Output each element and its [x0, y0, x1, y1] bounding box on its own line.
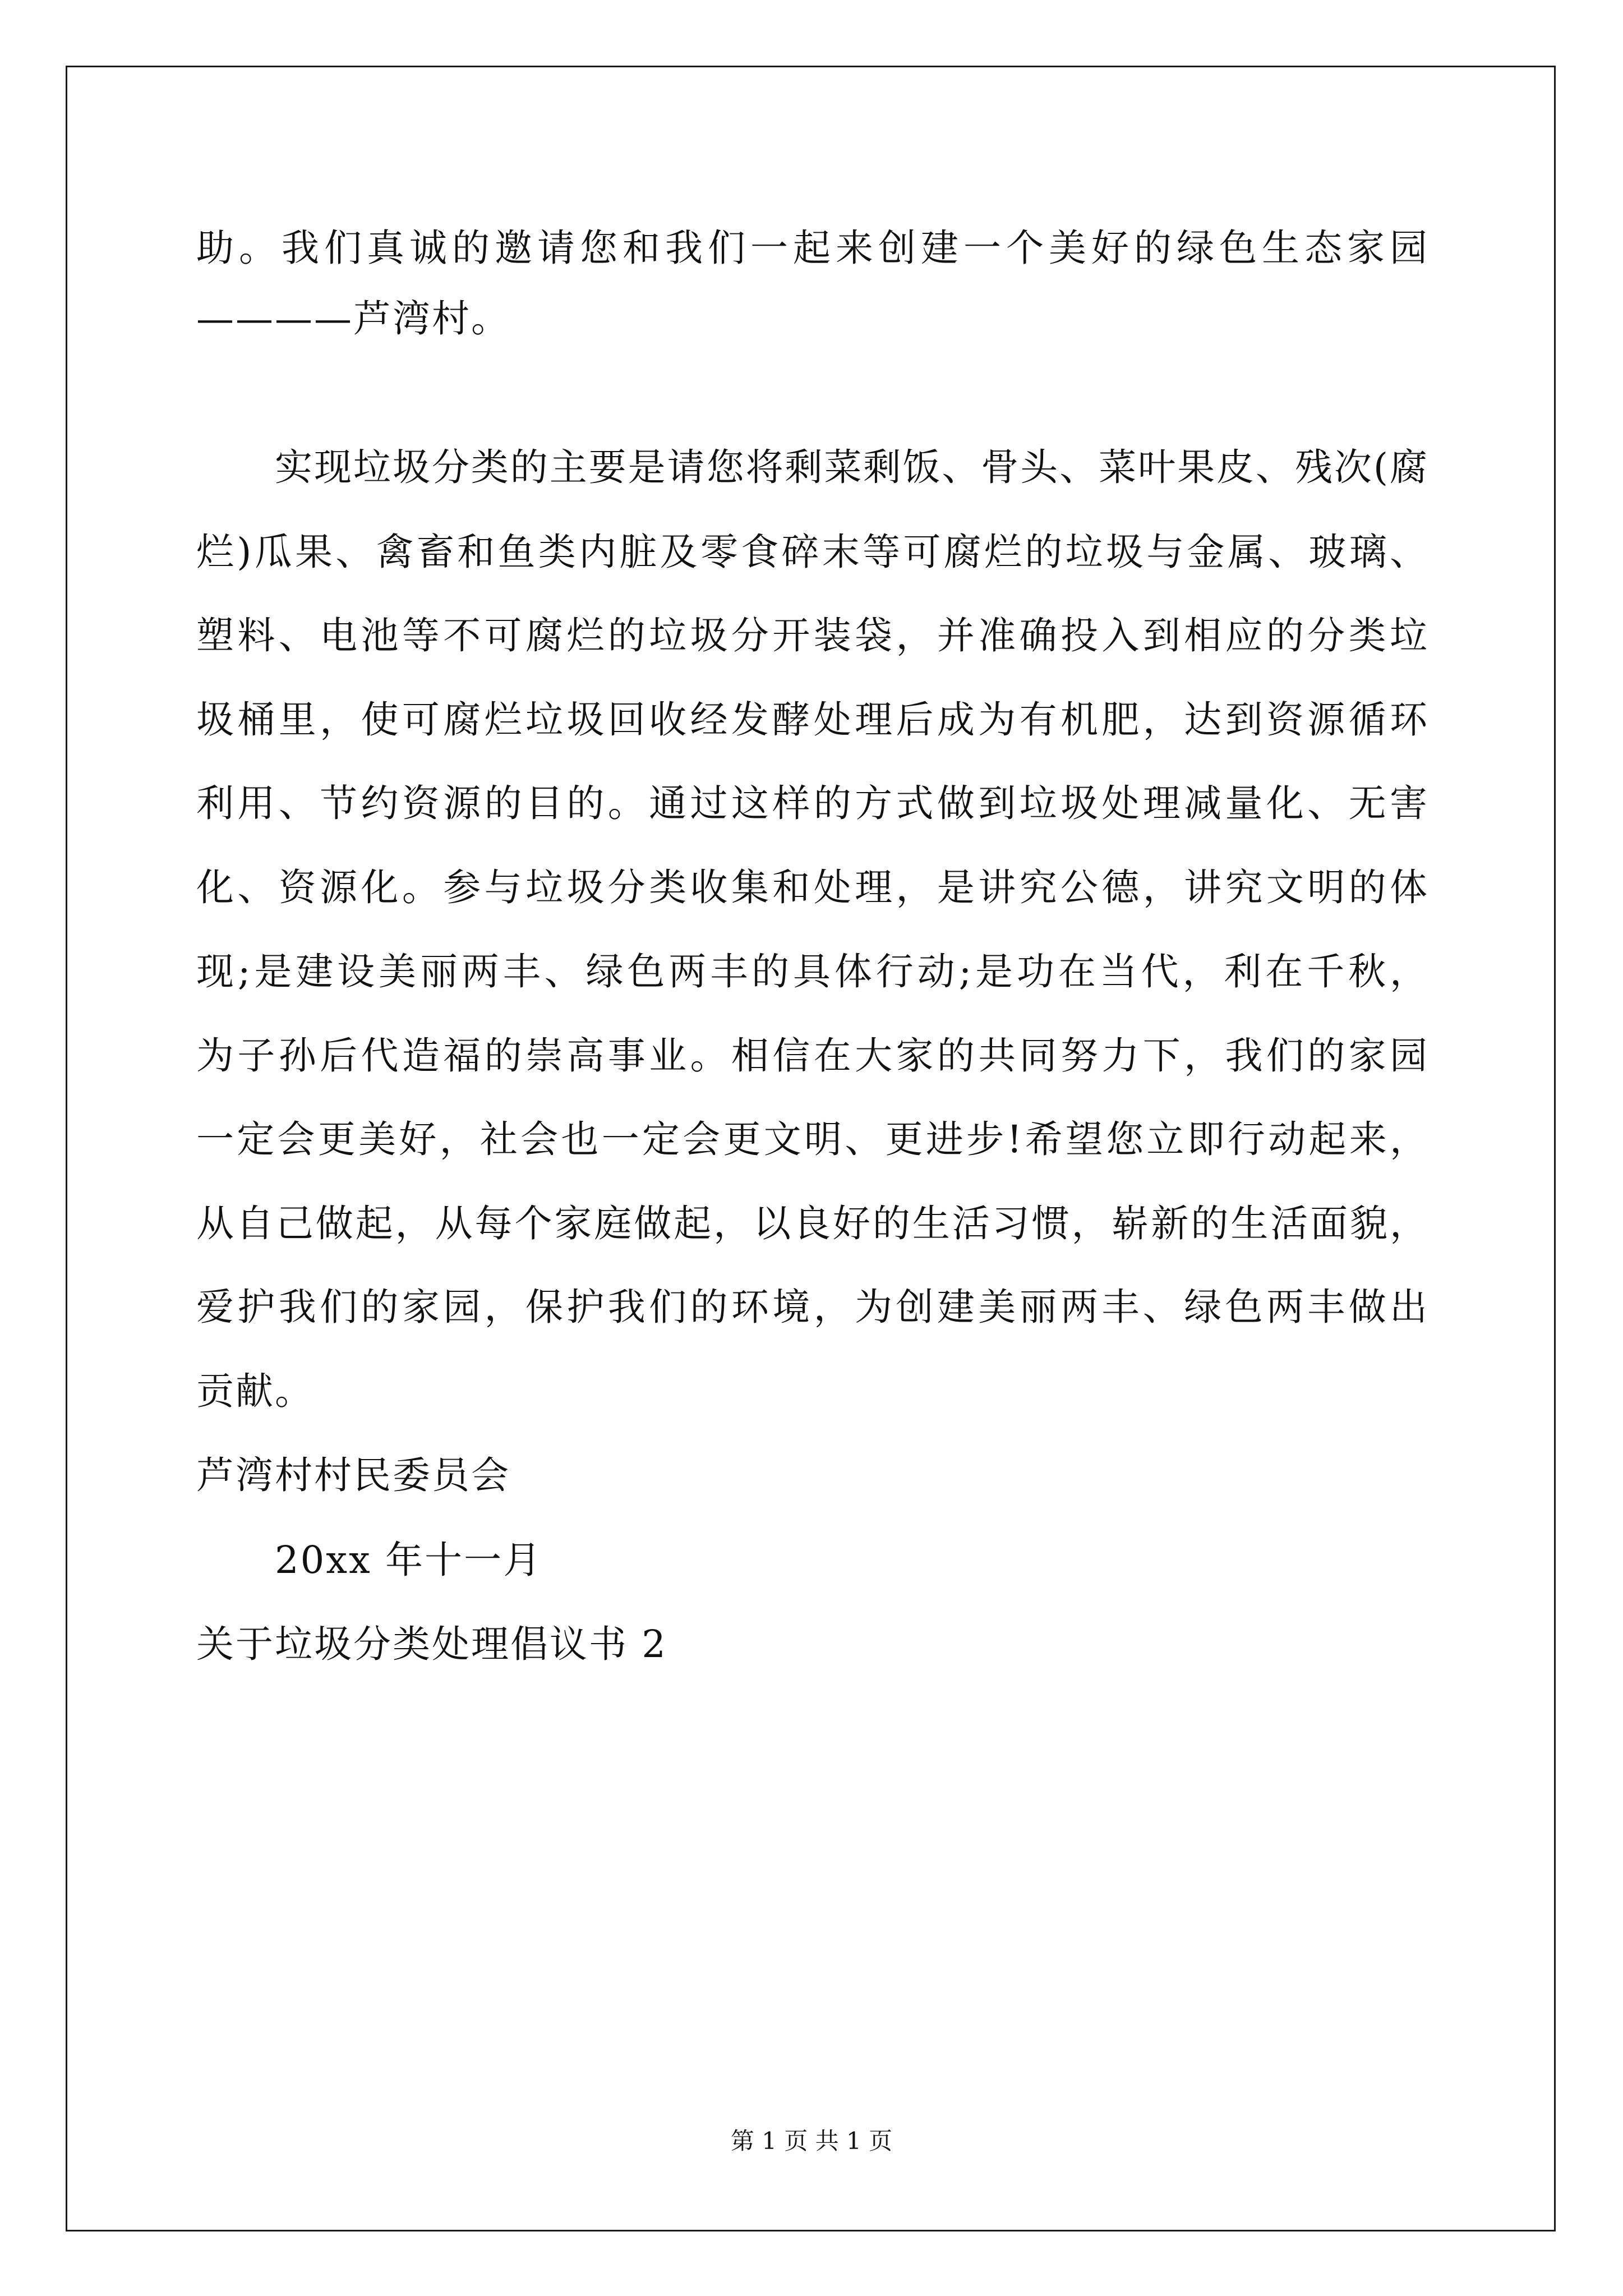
body-line-10: 为子孙后代造福的崇高事业。相信在大家的共同努力下，我们的家园: [196, 1034, 1427, 1078]
date: 20xx 年十一月: [275, 1538, 543, 1582]
body-line-4: 烂)瓜果、禽畜和鱼类内脏及零食碎末等可腐烂的垃圾与金属、玻璃、: [196, 530, 1427, 574]
paragraph-first-line: 实现垃圾分类的主要是请您将剩菜剩饭、骨头、菜叶果皮、残次(腐: [275, 445, 1427, 489]
body-line-7: 利用、节约资源的目的。通过这样的方式做到垃圾处理减量化、无害: [196, 781, 1427, 825]
body-line-2: ————芦湾村。: [196, 297, 510, 341]
body-line-1: 助。我们真诚的邀请您和我们一起来创建一个美好的绿色生态家园: [196, 226, 1427, 270]
body-line-9: 现;是建设美丽两丰、绿色两丰的具体行动;是功在当代，利在千秋，: [196, 950, 1427, 993]
body-line-14: 贡献。: [196, 1369, 314, 1413]
body-line-13: 爱护我们的家园，保护我们的环境，为创建美丽两丰、绿色两丰做出: [196, 1285, 1427, 1329]
body-line-6: 圾桶里，使可腐烂垃圾回收经发酵处理后成为有机肥，达到资源循环: [196, 698, 1427, 742]
next-title: 关于垃圾分类处理倡议书 2: [196, 1622, 667, 1666]
body-line-12: 从自己做起，从每个家庭做起，以良好的生活习惯，崭新的生活面貌，: [196, 1202, 1427, 1245]
body-line-8: 化、资源化。参与垃圾分类收集和处理，是讲究公德，讲究文明的体: [196, 866, 1427, 909]
signature: 芦湾村村民委员会: [196, 1453, 510, 1497]
body-line-5: 塑料、电池等不可腐烂的垃圾分开装袋，并准确投入到相应的分类垃: [196, 614, 1427, 657]
body-line-11: 一定会更美好，社会也一定会更文明、更进步!希望您立即行动起来，: [196, 1117, 1427, 1161]
page-number-footer: 第 1 页 共 1 页: [730, 2127, 893, 2155]
